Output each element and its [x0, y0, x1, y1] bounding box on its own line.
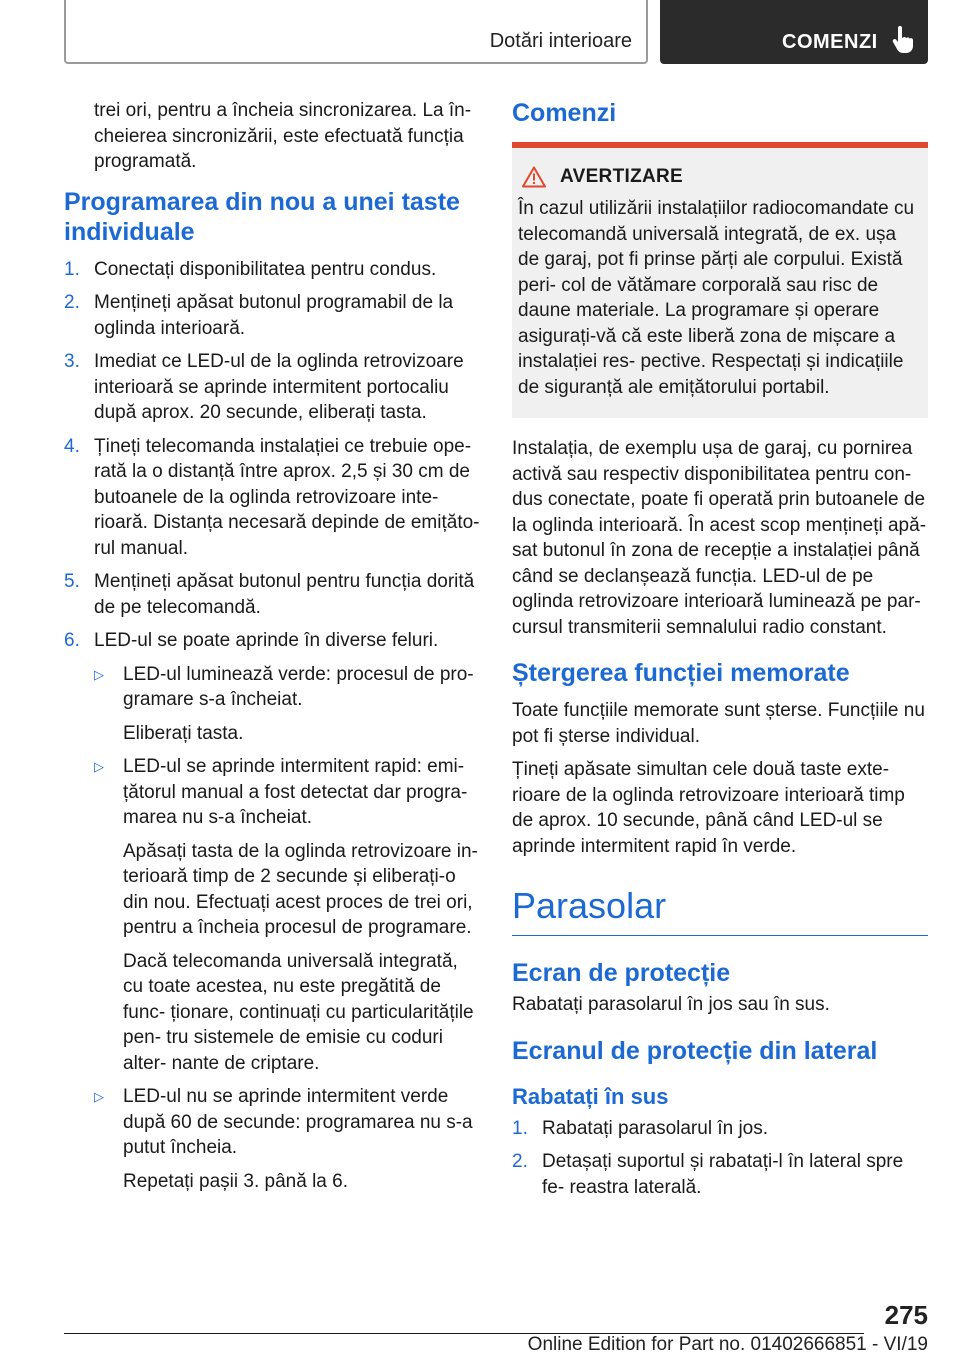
list-item — [64, 290, 480, 341]
intro-paragraph: trei ori, pentru a încheia sincronizarea. La în‐ cheierea sincronizării, este efectuată funcția programată. — [94, 100, 472, 172]
delete-paragraph-1: Toate funcțiile memorate sunt șterse. Funcțiile nu pot fi șterse individual. — [512, 700, 925, 747]
step-number: 6. — [64, 630, 80, 651]
right-column — [512, 98, 928, 1208]
section-heading-comenzi: Comenzi — [512, 99, 617, 127]
warning-box — [512, 142, 928, 418]
comenzi-paragraph: Instalația, de exemplu ușa de garaj, cu pornirea activă sau respectiv disponibilitatea pentru con‐ dus conectate, poate fi operată prin butoanele de la oglinda interioară. În acest scop mențineți apă‐ sat butonul în zona de recepție a instalației până când se declanșează funcția. LED-ul de pe oglinda retrovizoare interioară luminează pe par‐ cursul transmiterii semnalului radio constant. — [512, 438, 927, 638]
section-tab[interactable] — [64, 0, 648, 64]
bullet-item — [94, 754, 480, 831]
list-item — [512, 1116, 928, 1142]
ecran-paragraph: Rabatați parasolarul în jos sau în sus. — [512, 994, 830, 1015]
left-column — [64, 98, 480, 1202]
bullet-continuation: Eliberați tasta. — [123, 722, 244, 744]
warning-text: În cazul utilizării instalațiilor radiocomandate cu telecomandă universală integrată, de ex. ușa de garaj, pot fi prinse părți ale corpului. Există peri‐ col de vătămare corporală sau risc de daune materiale. La programare și operare asigurați-vă că este liberă zona de mișcare a instalației res‐ pective. Respectați și indicațiile de siguranță ale emițătorului portabil. — [518, 198, 915, 398]
chapter-tab[interactable] — [660, 0, 928, 64]
warning-triangle-icon — [522, 166, 546, 188]
step-number: 3. — [64, 351, 80, 372]
section-heading-ecran-lateral: Ecranul de protecție din lateral — [512, 1036, 878, 1065]
bullet-continuation: Apăsați tasta de la oglinda retrovizoare in‐ terioară timp de 2 secunde și eliberați-o din nou. Efectuați acest proces de trei ori, pentru a încheia procesul de programare. — [123, 840, 478, 938]
section-title: Dotări interioare — [489, 30, 632, 52]
bullet-continuation: Dacă telecomanda universală integrată, cu toate acestea, nu este pregătită de func‐ ționare, continuați cu particularitățile pen‐ tru sistemele de emisie cu coduri alter‐ nante de criptare. — [123, 950, 474, 1074]
list-item — [64, 349, 480, 426]
warning-label: AVERTIZARE — [560, 166, 683, 187]
bullet-continuation: Repetați pașii 3. până la 6. — [123, 1170, 348, 1192]
step-text: Conectați disponibilitatea pentru condus. — [94, 258, 437, 280]
step-text: LED-ul se poate aprinde în diverse feluri. — [94, 630, 439, 651]
step-text: Imediat ce LED-ul de la oglinda retrovizoare interioară se aprinde intermitent portocaliu după aprox. 20 secunde, eliberați tasta. — [94, 351, 464, 423]
bullet-text: LED-ul se aprinde intermitent rapid: emi‐ țătorul manual a fost detectat dar progra‐ marea nu s-a încheiat. — [123, 756, 468, 828]
list-item — [64, 257, 480, 283]
step-text: Mențineți apăsat butonul programabil de la oglinda interioară. — [94, 292, 454, 339]
step-number: 1. — [512, 1117, 528, 1139]
step-text: Rabatați parasolarul în jos. — [542, 1117, 769, 1139]
chapter-title: COMENZI — [782, 31, 878, 53]
step-number: 1. — [64, 258, 80, 280]
bullet-text: LED-ul nu se aprinde intermitent verde după 60 de secunde: programarea nu s-a putut încheia. — [123, 1086, 473, 1158]
list-item — [64, 628, 480, 654]
section-heading-delete: Ștergerea funcției memorate — [512, 659, 850, 687]
triangle-bullet-icon: ▷ — [94, 666, 104, 682]
step-number: 2. — [512, 1151, 528, 1172]
step-number: 5. — [64, 571, 80, 592]
step-text: Detașați suportul și rabatați-l în lateral spre fe‐ reastra laterală. — [542, 1151, 904, 1198]
chapter-heading-parasolar: Parasolar — [512, 885, 928, 936]
section-heading-ecran: Ecran de protecție — [512, 959, 731, 987]
list-item — [64, 569, 480, 620]
bullet-item — [94, 662, 480, 713]
list-item — [64, 434, 480, 562]
section-heading-reprogram: Programarea din nou a unei taste individuale — [64, 187, 460, 246]
triangle-bullet-icon: ▷ — [94, 759, 104, 774]
hand-pointer-icon — [892, 26, 914, 54]
delete-paragraph-2: Țineți apăsate simultan cele două taste exte‐ rioare de la oglinda retrovizoare interioară timp de aprox. 10 secunde, până când LED-ul se aprinde intermitent rapid în verde. — [512, 759, 905, 857]
step-number: 4. — [64, 435, 80, 457]
page-number: 275 — [884, 1300, 928, 1330]
step-number: 2. — [64, 292, 80, 313]
page-header — [64, 0, 928, 66]
list-item — [512, 1149, 928, 1200]
step-text: Țineți telecomanda instalației ce trebuie ope‐ rată la o distanță între aprox. 2,5 și 30 cm de butoanele de la oglinda retrovizoare inte‐ rioară. Distanța necesară depinde de emițăto‐ rul manual. — [94, 435, 480, 559]
warning-header — [518, 166, 920, 188]
bullet-item — [94, 1084, 480, 1161]
subsection-heading-rabatati: Rabatați în sus — [512, 1083, 669, 1109]
step-text: Mențineți apăsat butonul pentru funcția dorită de pe telecomandă. — [94, 571, 475, 618]
triangle-bullet-icon: ▷ — [94, 1089, 104, 1104]
edition-footer: Online Edition for Part no. 01402666851 - VI/19 — [527, 1334, 928, 1355]
bullet-text: LED-ul luminează verde: procesul de pro‐ gramare s-a încheiat. — [123, 663, 474, 710]
